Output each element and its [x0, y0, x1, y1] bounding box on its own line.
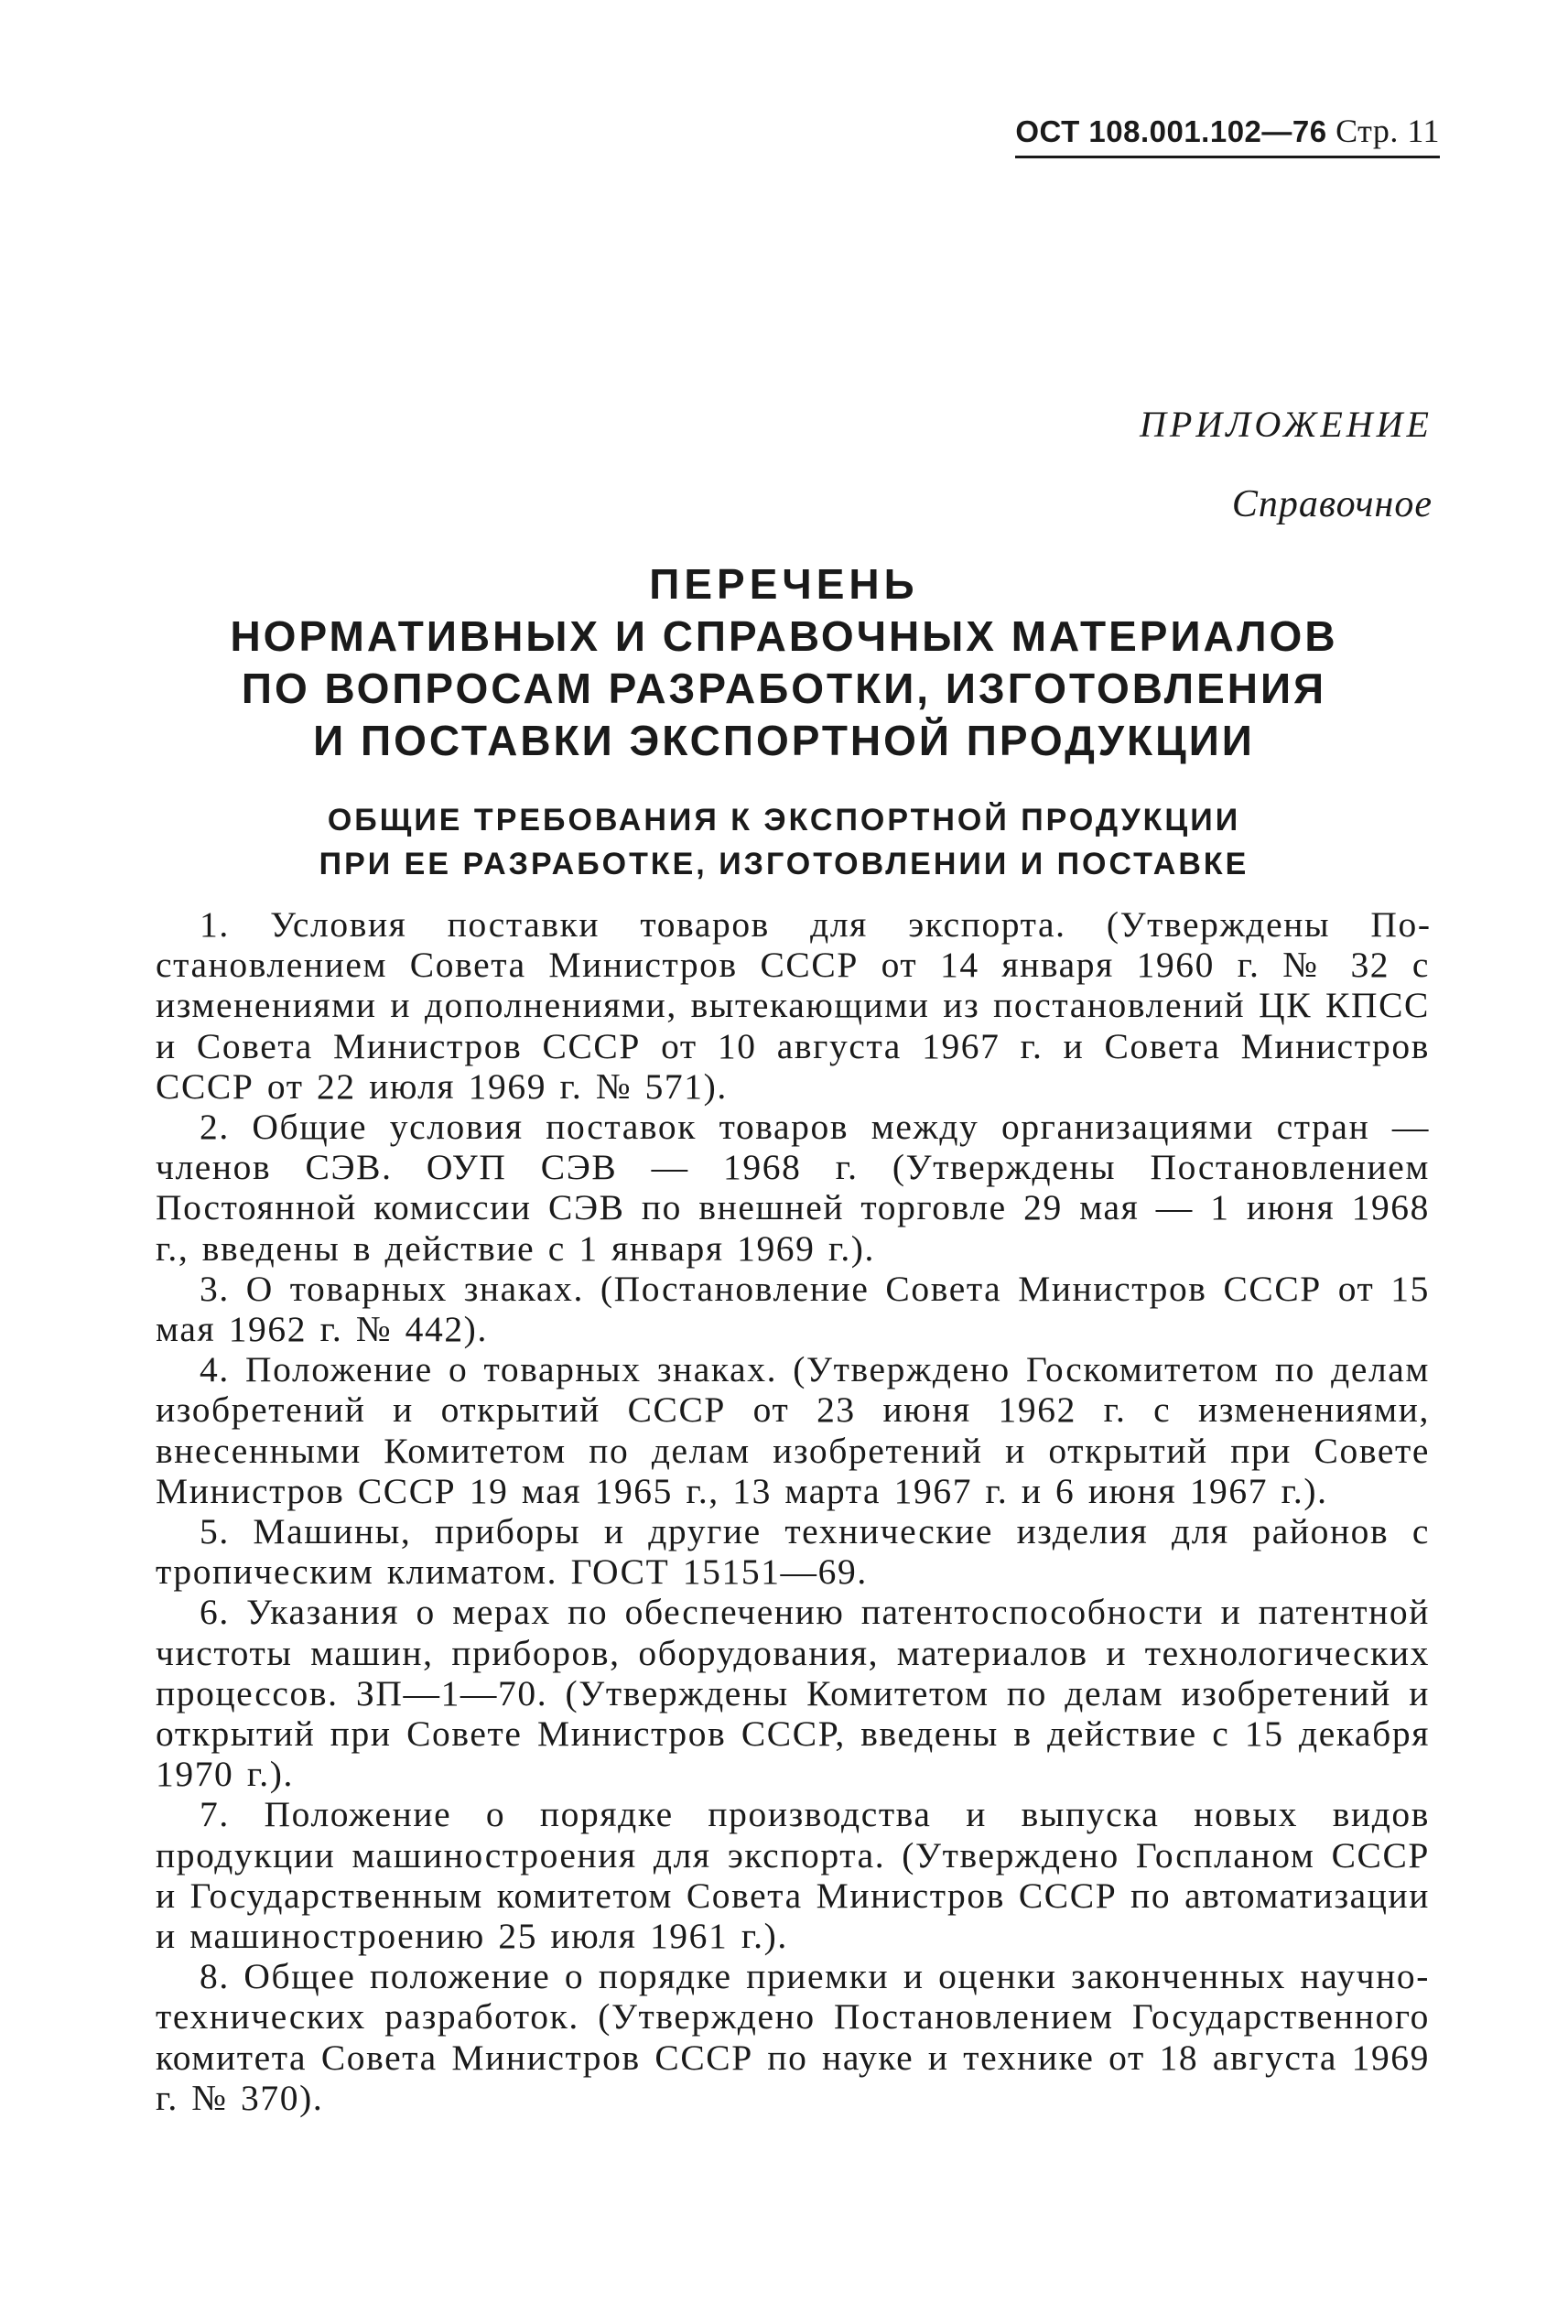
reference-list	[156, 904, 1430, 2118]
title-line: НОРМАТИВНЫХ И СПРАВОЧНЫХ МАТЕРИАЛОВ	[230, 612, 1338, 660]
list-item: 8. Общее положение о порядке приемки и оценки законченных научно-технических разработок. (Утверждено Постановлением Государственного комитета Совета Министров СССР по науке и технике от 18 августа 1969 г. № 370).	[156, 1956, 1430, 2118]
list-item: 7. Положение о порядке производства и выпуска новых видов продукции машиностроения для экспорта. (Утверждено Госпланом СССР и Государственным комитетом Совета Министров СССР по автоматизации и машиностроению 25 июля 1961 г.).	[156, 1794, 1430, 1957]
section-heading	[137, 798, 1431, 886]
title-line: ПЕРЕЧЕНЬ	[649, 560, 919, 608]
section-heading-line: ПРИ ЕЕ РАЗРАБОТКЕ, ИЗГОТОВЛЕНИИ И ПОСТАВКЕ	[319, 847, 1249, 881]
running-header	[1015, 112, 1440, 158]
list-item: 6. Указания о мерах по обеспечению патентоспособности и патентной чистоты машин, приборов, оборудования, материалов и технологических процессов. ЗП—1—70. (Утверждены Комитетом по делам изобретений и открытий при Совете Министров СССР, введены в действие с 15 декабря 1970 г.).	[156, 1592, 1430, 1795]
document-code: ОСТ 108.001.102—76	[1015, 114, 1327, 148]
list-item: 2. Общие условия поставок товаров между организациями стран — членов СЭВ. ОУП СЭВ — 1968 г. (Утверждены Постановлением Постоянной комиссии СЭВ по внешней торговле 29 мая — 1 июня 1968 г., введены в действие с 1 января 1969 г.).	[156, 1107, 1430, 1269]
appendix-type: Справочное	[1231, 483, 1433, 525]
section-heading-line: ОБЩИЕ ТРЕБОВАНИЯ К ЭКСПОРТНОЙ ПРОДУКЦИИ	[327, 803, 1241, 838]
title-line: И ПОСТАВКИ ЭКСПОРТНОЙ ПРОДУКЦИИ	[313, 717, 1255, 764]
list-item: 3. О товарных знаках. (Постановление Совета Министров СССР от 15 мая 1962 г. № 442).	[156, 1268, 1430, 1350]
list-item: 1. Условия поставки товаров для экспорта. (Утверждены Постановлением Совета Министров СССР от 14 января 1960 г. № 32 с изменениями и дополнениями, вытекающими из постановлений ЦК КПСС и Совета Министров СССР от 10 августа 1967 г. и Совета Министров СССР от 22 июля 1969 г. № 571).	[156, 904, 1430, 1107]
list-item: 5. Машины, приборы и другие технические изделия для районов с тропическим климатом. ГОСТ 15151—69.	[156, 1511, 1430, 1593]
page-number: Стр. 11	[1336, 113, 1440, 149]
document-title	[137, 558, 1431, 767]
title-line: ПО ВОПРОСАМ РАЗРАБОТКИ, ИЗГОТОВЛЕНИЯ	[241, 665, 1327, 712]
appendix-label: ПРИЛОЖЕНИЕ	[1140, 404, 1433, 445]
list-item: 4. Положение о товарных знаках. (Утверждено Госкомитетом по делам изобретений и открытий СССР от 23 июня 1962 г. с изменениями, внесенными Комитетом по делам изобретений и открытий при Совете Министров СССР 19 мая 1965 г., 13 марта 1967 г. и 6 июня 1967 г.).	[156, 1349, 1430, 1511]
